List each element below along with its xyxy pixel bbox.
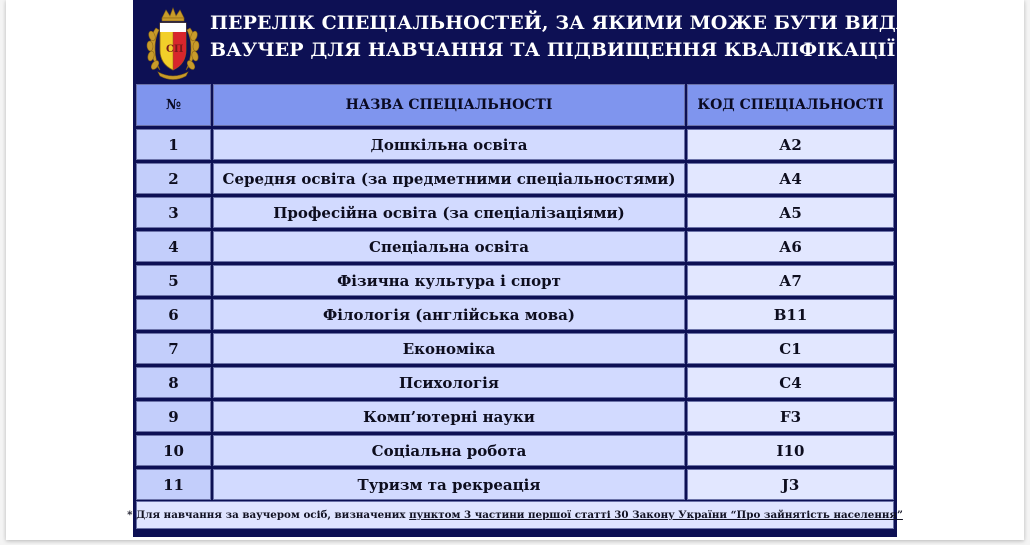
header-name: НАЗВА СПЕЦІАЛЬНОСТІ	[213, 84, 685, 126]
row-3-number: 3	[136, 197, 211, 228]
row-7-name: Економіка	[213, 333, 685, 364]
footnote-prefix: * Для навчання за ваучером осіб, визначених	[127, 509, 410, 521]
header-number: №	[136, 84, 211, 126]
page-title	[210, 10, 966, 64]
row-6-number: 6	[136, 299, 211, 330]
row-9-number: 9	[136, 401, 211, 432]
row-4-code: А6	[687, 231, 894, 262]
row-9-name: Комп’ютерні науки	[213, 401, 685, 432]
coat-of-arms-icon	[144, 6, 202, 82]
row-2-code: А4	[687, 163, 894, 194]
row-4-name: Спеціальна освіта	[213, 231, 685, 262]
row-11-number: 11	[136, 469, 211, 500]
emblem-letters: СП	[166, 44, 184, 55]
row-1-name: Дошкільна освіта	[213, 129, 685, 160]
row-1-code: А2	[687, 129, 894, 160]
row-5-name: Фізична культура і спорт	[213, 265, 685, 296]
row-10-number: 10	[136, 435, 211, 466]
row-6-name: Філологія (англійська мова)	[213, 299, 685, 330]
row-1-number: 1	[136, 129, 211, 160]
row-7-number: 7	[136, 333, 211, 364]
header-code: КОД СПЕЦІАЛЬНОСТІ	[687, 84, 894, 126]
row-10-code: І10	[687, 435, 894, 466]
row-5-number: 5	[136, 265, 211, 296]
title-line-2: ВАУЧЕР ДЛЯ НАВЧАННЯ ТА ПІДВИЩЕННЯ КВАЛІФІКАЦІЇ	[210, 39, 896, 61]
footnote-law-reference: пунктом 3 частини першої статті 30 Закону України “Про зайнятість населення”	[409, 509, 903, 521]
row-6-code: В11	[687, 299, 894, 330]
footnote	[127, 501, 903, 529]
row-2-name: Середня освіта (за предметними спеціальностями)	[213, 163, 685, 194]
row-3-code: А5	[687, 197, 894, 228]
title-line-1: ПЕРЕЛІК СПЕЦІАЛЬНОСТЕЙ, ЗА ЯКИМИ МОЖЕ БУТИ ВИДАНИЙ	[210, 12, 966, 34]
row-8-name: Психологія	[213, 367, 685, 398]
row-11-code: J3	[687, 469, 894, 500]
row-5-code: А7	[687, 265, 894, 296]
row-4-number: 4	[136, 231, 211, 262]
row-3-name: Професійна освіта (за спеціалізаціями)	[213, 197, 685, 228]
row-8-code: С4	[687, 367, 894, 398]
row-10-name: Соціальна робота	[213, 435, 685, 466]
row-2-number: 2	[136, 163, 211, 194]
row-11-name: Туризм та рекреація	[213, 469, 685, 500]
row-8-number: 8	[136, 367, 211, 398]
row-9-code: F3	[687, 401, 894, 432]
row-7-code: С1	[687, 333, 894, 364]
